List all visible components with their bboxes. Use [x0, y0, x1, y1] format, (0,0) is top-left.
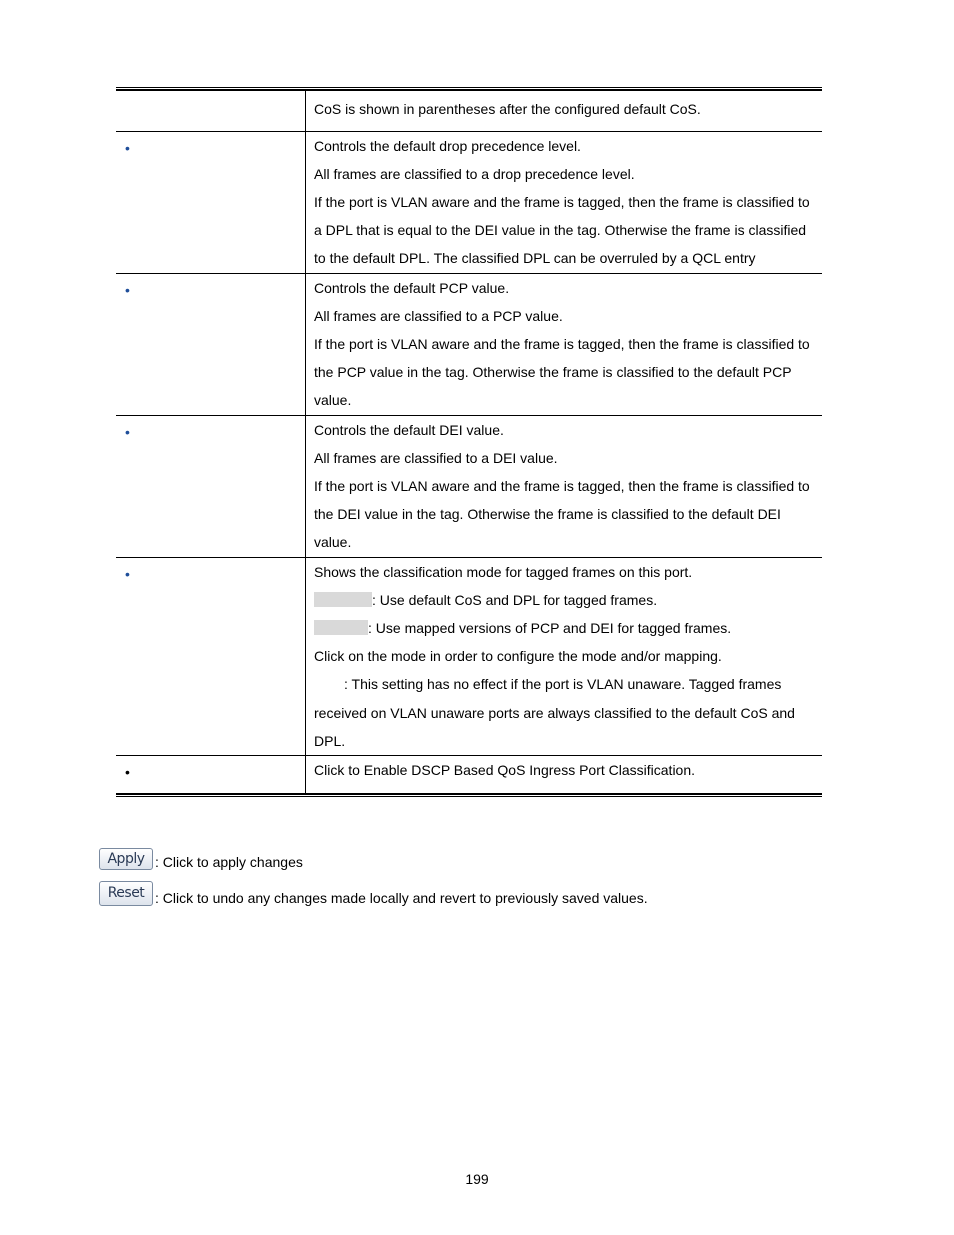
- apply-description: : Click to apply changes: [155, 854, 303, 870]
- bullet-icon: •: [125, 763, 130, 780]
- description-line: : Use mapped versions of PCP and DEI for tagged frames.: [314, 614, 814, 642]
- description-line: Controls the default DEI value.: [314, 421, 504, 438]
- description-line: All frames are classified to a drop precedence level.: [314, 165, 635, 182]
- description-line: Click on the mode in order to configure the mode and/or mapping.: [314, 648, 722, 665]
- description-line: Shows the classification mode for tagged frames on this port.: [314, 563, 693, 580]
- description-line: All frames are classified to a PCP value.: [314, 307, 563, 324]
- parameter-name-cell: [116, 755, 306, 793]
- parameter-name-cell: [116, 131, 306, 273]
- description-line: Controls the default drop precedence level.: [314, 137, 581, 154]
- apply-row: [99, 848, 303, 870]
- reset-description: : Click to undo any changes made locally and revert to previously saved values.: [155, 890, 648, 906]
- table-row: [116, 273, 822, 415]
- bullet-icon: •: [125, 139, 130, 156]
- description-line: the DEI value in the tag. Otherwise the frame is classified to the default DEI: [314, 506, 781, 523]
- table-row: [116, 91, 822, 131]
- description-line: If the port is VLAN aware and the frame is tagged, then the frame is classified to: [314, 193, 810, 210]
- reset-row: [99, 881, 648, 906]
- description-line: All frames are classified to a DEI value.: [314, 449, 558, 466]
- parameter-name-cell: [116, 415, 306, 557]
- bullet-icon: •: [125, 281, 130, 298]
- parameter-description-cell: [306, 557, 823, 755]
- highlighted-term: [314, 620, 368, 635]
- parameter-name-cell: [116, 91, 306, 131]
- description-line: a DPL that is equal to the DEI value in the tag. Otherwise the frame is classified: [314, 222, 807, 239]
- parameter-table: [116, 87, 822, 797]
- description-line: Controls the default PCP value.: [314, 279, 510, 296]
- description-line: If the port is VLAN aware and the frame is tagged, then the frame is classified to: [314, 335, 810, 352]
- bullet-icon: •: [125, 565, 130, 582]
- description-line: Click to Enable DSCP Based QoS Ingress Port Classification.: [314, 761, 696, 778]
- description-line: value.: [314, 392, 352, 409]
- page-number: 199: [465, 1171, 489, 1187]
- reset-button[interactable]: Reset: [99, 881, 153, 906]
- parameter-name-cell: [116, 273, 306, 415]
- description-line: to the default DPL. The classified DPL can be overruled by a QCL entry: [314, 250, 756, 267]
- description-line: DPL.: [314, 732, 346, 749]
- table-row: [116, 415, 822, 557]
- apply-button[interactable]: Apply: [99, 848, 153, 870]
- table-row: [116, 557, 822, 755]
- description-line: received on VLAN unaware ports are always classified to the default CoS and: [314, 704, 795, 721]
- description-line: If the port is VLAN aware and the frame is tagged, then the frame is classified to: [314, 477, 810, 494]
- table-row: [116, 131, 822, 273]
- bullet-icon: •: [125, 423, 130, 440]
- description-line: value.: [314, 534, 352, 551]
- parameter-name-cell: [116, 557, 306, 755]
- parameter-description-cell: [306, 91, 823, 131]
- description-line: : This setting has no effect if the port is VLAN unaware. Tagged frames: [344, 676, 782, 693]
- description-line: : Use default CoS and DPL for tagged frames.: [314, 586, 814, 614]
- parameter-description-cell: [306, 273, 823, 415]
- table-bottom-rule: [116, 793, 822, 797]
- description-line: CoS is shown in parentheses after the configured default CoS.: [314, 101, 701, 117]
- parameter-description-cell: [306, 415, 823, 557]
- parameter-description-cell: [306, 131, 823, 273]
- table-row: [116, 755, 822, 793]
- highlighted-term: [314, 592, 372, 607]
- parameter-description-cell: [306, 755, 823, 793]
- description-line: the PCP value in the tag. Otherwise the frame is classified to the default PCP: [314, 364, 792, 381]
